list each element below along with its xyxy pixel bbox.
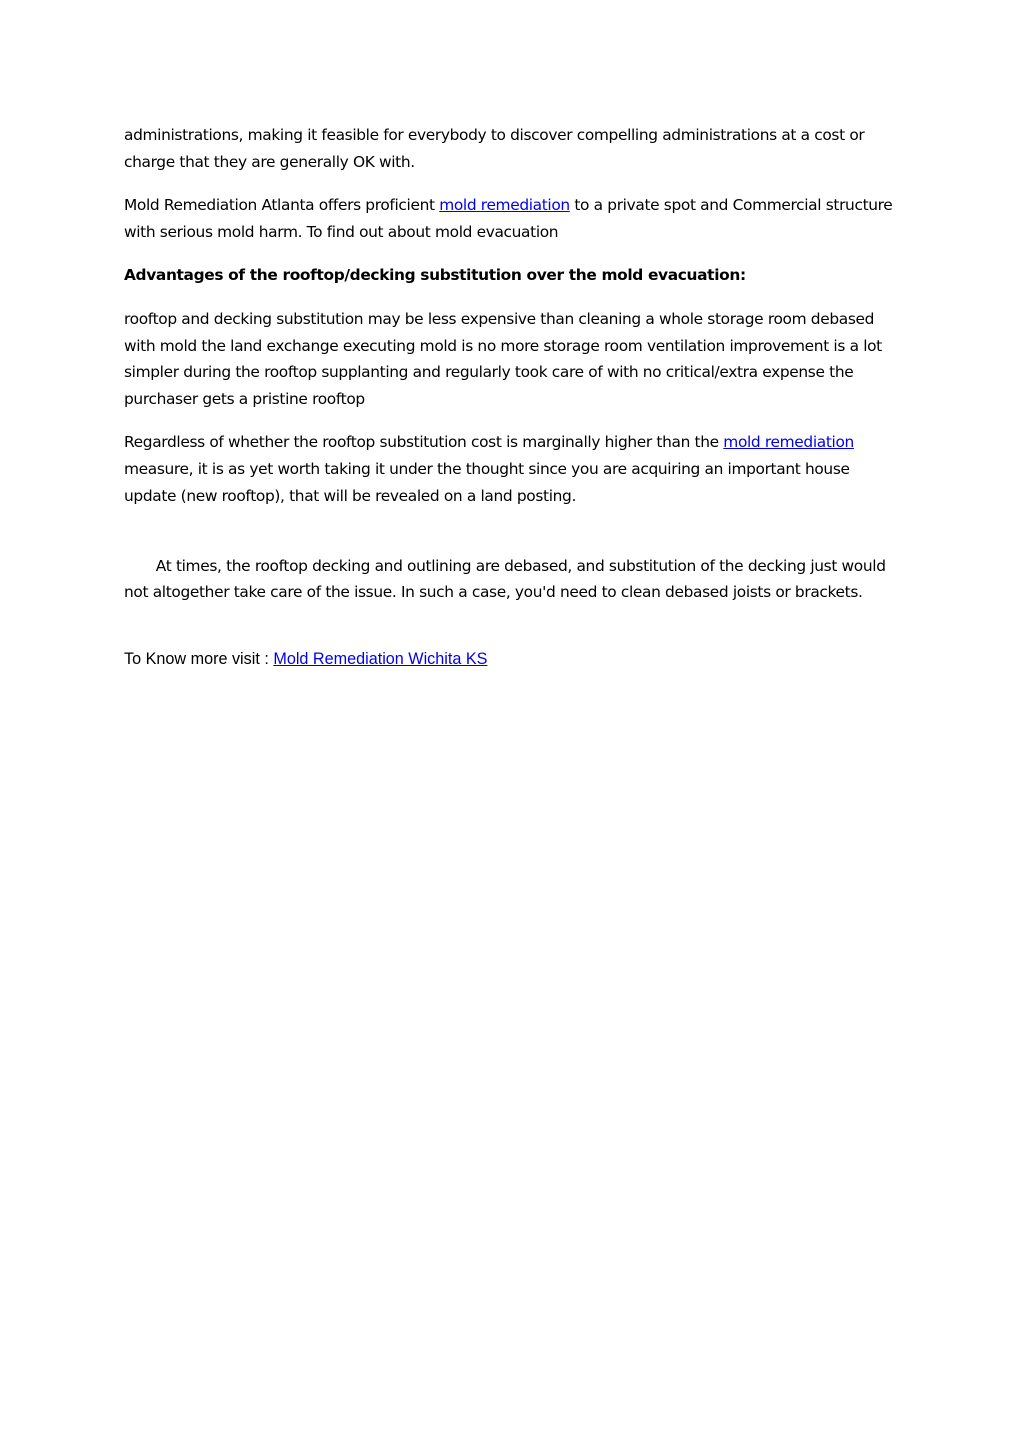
paragraph-atlanta xyxy=(124,192,906,245)
paragraph-regardless xyxy=(124,429,906,509)
section-heading xyxy=(124,262,906,289)
paragraph-at-times xyxy=(124,526,906,632)
visit-line xyxy=(124,646,906,673)
paragraph-text: to a private spot and Commercial structure with serious mold harm. To find out about mold evacuation xyxy=(124,196,893,241)
mold-remediation-link[interactable]: mold remediation xyxy=(439,196,570,215)
paragraph-text: Mold Remediation Atlanta offers proficient xyxy=(124,196,440,215)
paragraph-text: At times, the rooftop decking and outlining are debased, and substitution of the decking just would not altogether take care of the issue. In such a case, you'd need to clean debased joists or brackets. xyxy=(124,556,891,602)
paragraph-text: administrations, making it feasible for everybody to discover compelling administrations at a cost or charge that they are generally OK with. xyxy=(124,126,865,171)
paragraph-text: measure, it is as yet worth taking it under the thought since you are acquiring an important house update (new rooftop), that will be revealed on a land posting. xyxy=(124,459,850,505)
document-body xyxy=(124,122,906,689)
mold-remediation-link-2[interactable]: mold remediation xyxy=(723,433,854,452)
paragraph-decking xyxy=(124,306,906,412)
visit-label: To Know more visit : xyxy=(124,649,274,668)
paragraph-text: rooftop and decking substitution may be less expensive than cleaning a whole storage room debased with mold the land exchange executing mold is no more storage room ventilation improvement is a lot simpler during the rooftop supplanting and regularly took care of with no critical/extra expense the purchaser gets a pristine rooftop xyxy=(124,309,882,408)
paragraph-administrations xyxy=(124,122,906,175)
wichita-link[interactable]: Mold Remediation Wichita KS xyxy=(273,649,488,668)
paragraph-text: Regardless of whether the rooftop substitution cost is marginally higher than the xyxy=(124,433,724,452)
heading-text: Advantages of the rooftop/decking substitution over the mold evacuation: xyxy=(124,266,746,285)
